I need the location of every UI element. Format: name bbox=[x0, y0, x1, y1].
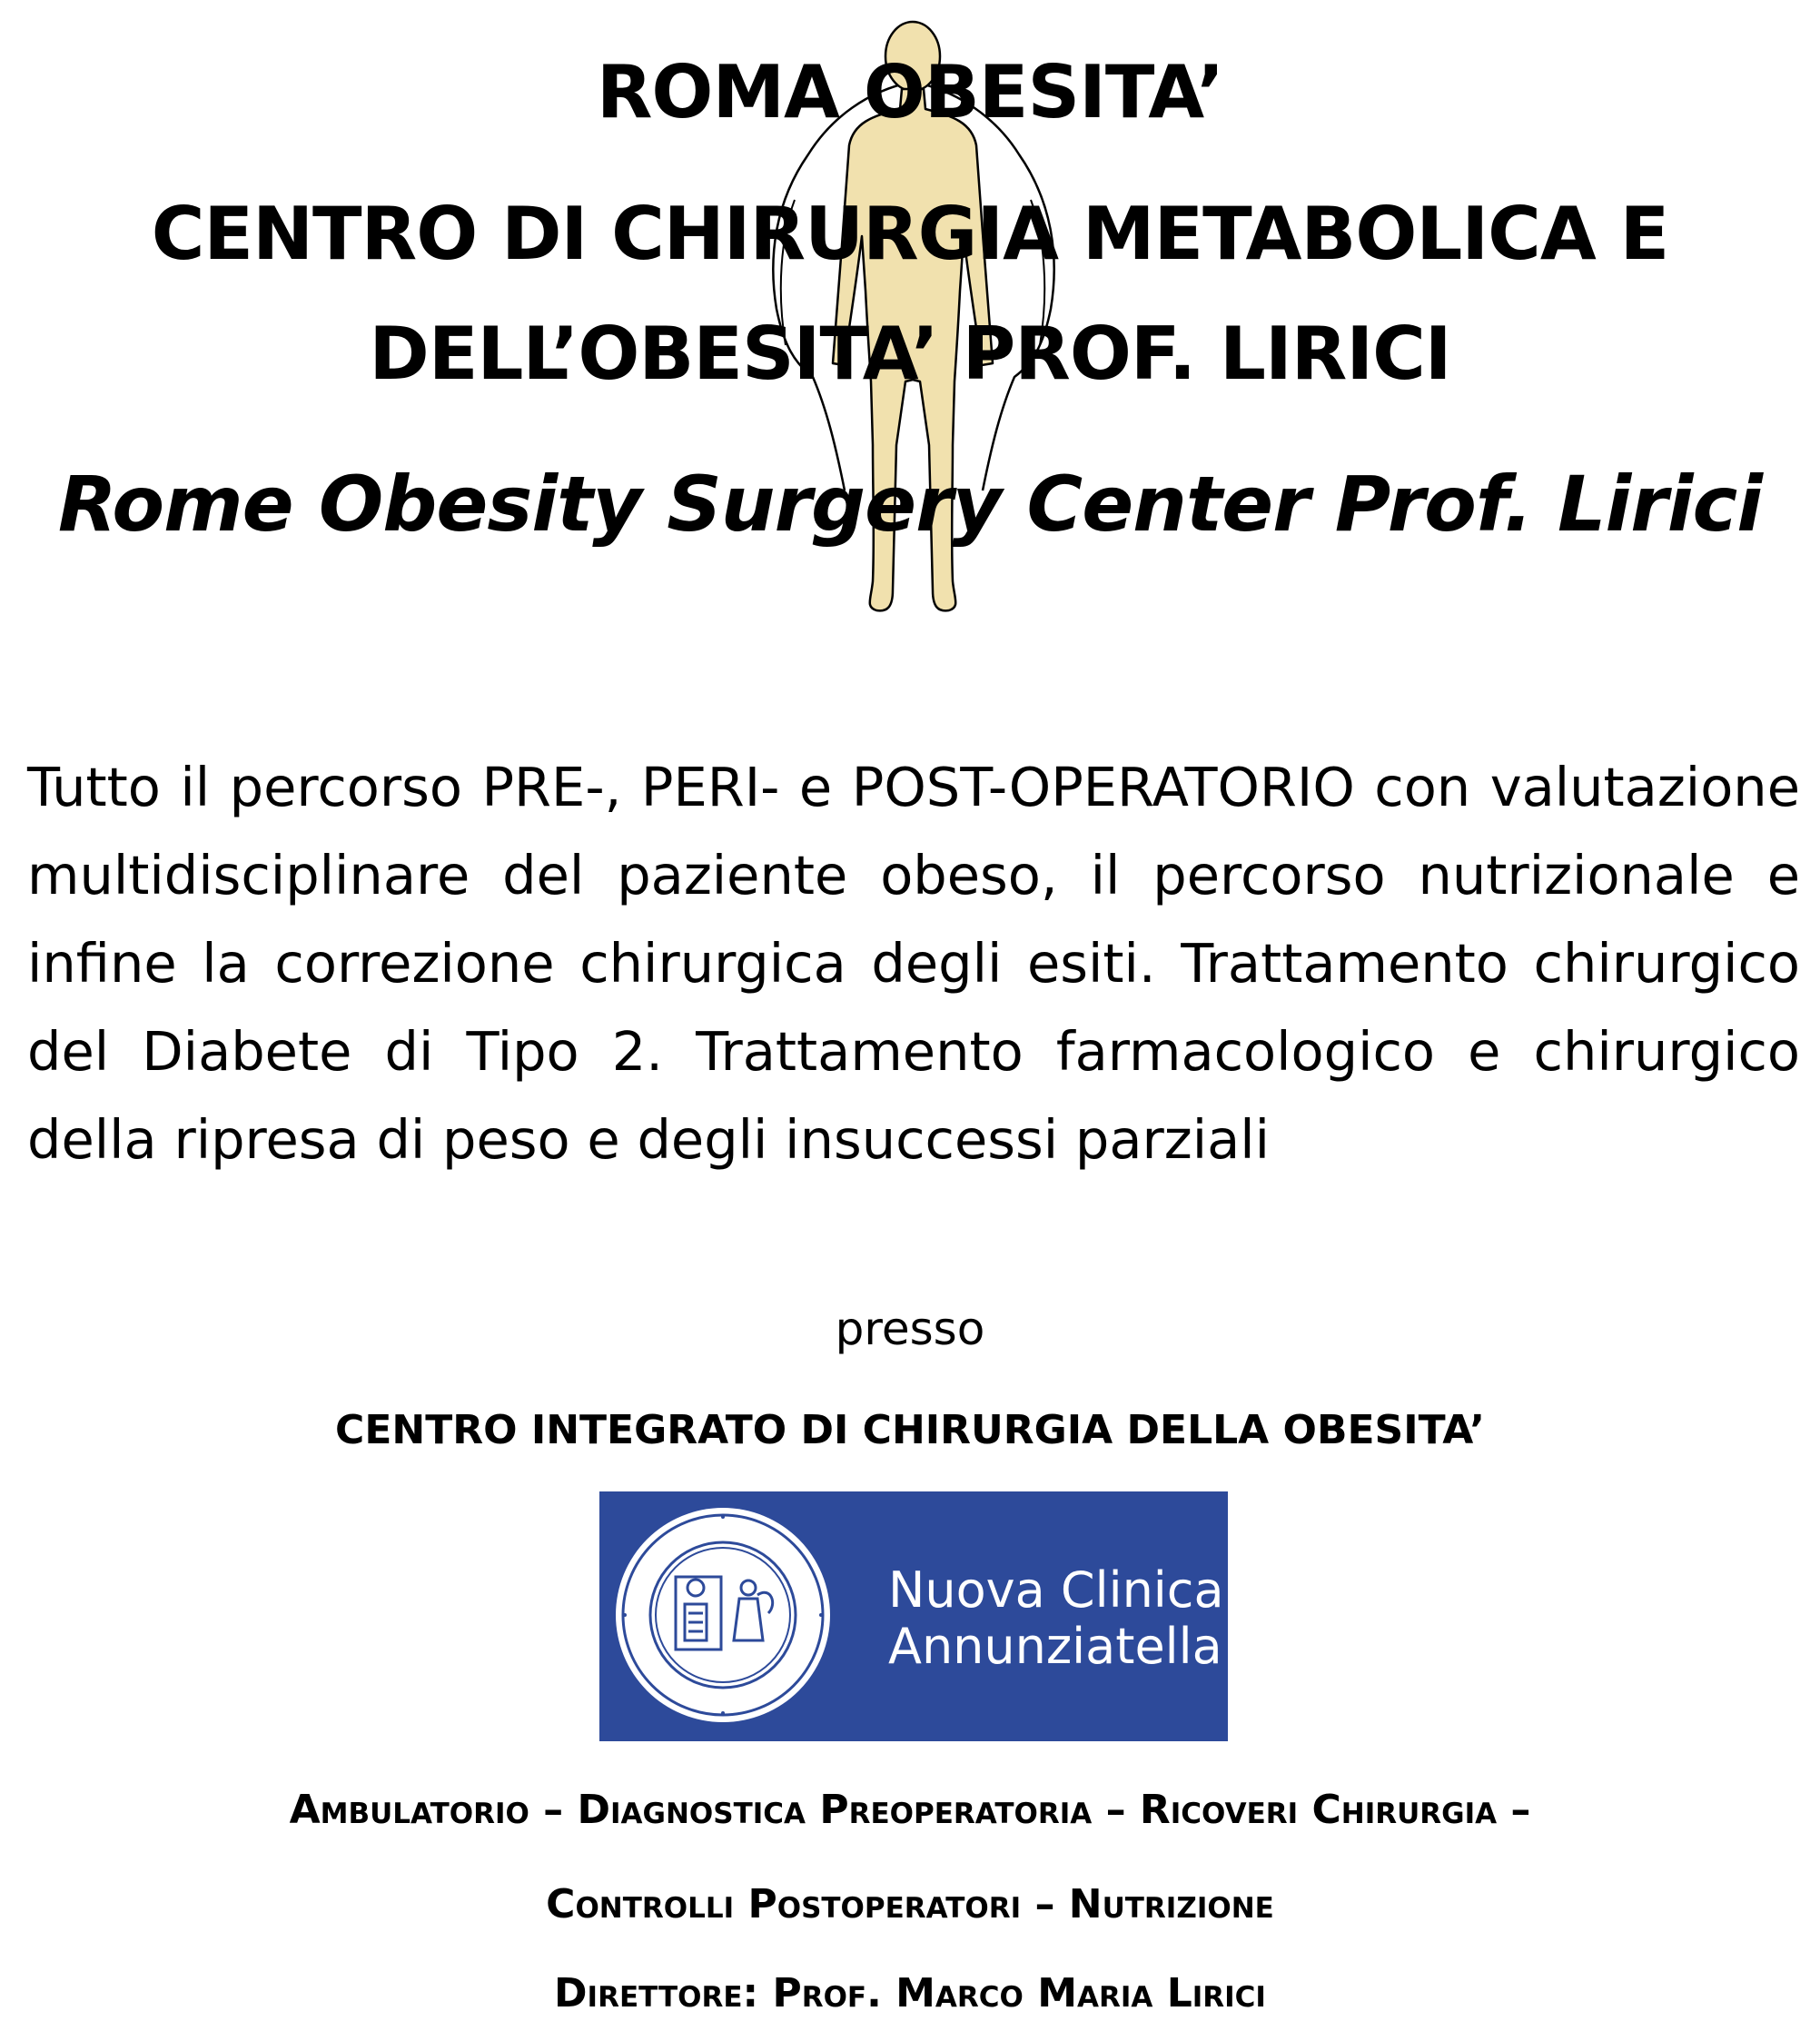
services-line-2: Controlli Postoperatori – Nutrizione bbox=[546, 1881, 1274, 1927]
services-line-1: Ambulatorio – Diagnostica Preoperatoria – Ricoveri Chirurgia – bbox=[289, 1787, 1531, 1833]
clinic-seal-icon bbox=[612, 1504, 835, 1727]
page-title: ROMA OBESITA’ bbox=[596, 50, 1224, 134]
clinic-name-line-2: Annunziatella bbox=[888, 1618, 1222, 1675]
integrated-center-title: CENTRO INTEGRATO DI CHIRURGIA DELLA OBESITA’ bbox=[335, 1407, 1485, 1453]
english-subtitle: Rome Obesity Surgery Center Prof. Lirici bbox=[57, 460, 1763, 549]
service-description: Tutto il percorso PRE-, PERI- e POST-OPERATORIO con valutazione multidisciplinare del paziente obeso, il percorso nutrizionale e infine la correzione chirurgica degli esiti. Trattamento chirurgico del Diabete di Tipo 2. Trattamento farmacologico e chirurgico della ripresa di peso e degli insuccessi parziali bbox=[27, 756, 1800, 1171]
presso-label: presso bbox=[835, 1303, 985, 1355]
director-line: Direttore: Prof. Marco Maria Lirici bbox=[554, 1970, 1266, 2016]
clinic-name bbox=[888, 1562, 1224, 1675]
center-title-line-1: CENTRO DI CHIRURGIA METABOLICA E bbox=[151, 192, 1669, 276]
clinic-name-line-1: Nuova Clinica bbox=[888, 1561, 1224, 1619]
center-title-line-2: DELL’OBESITA’ PROF. LIRICI bbox=[369, 312, 1451, 396]
clinic-logo bbox=[599, 1491, 1228, 1741]
